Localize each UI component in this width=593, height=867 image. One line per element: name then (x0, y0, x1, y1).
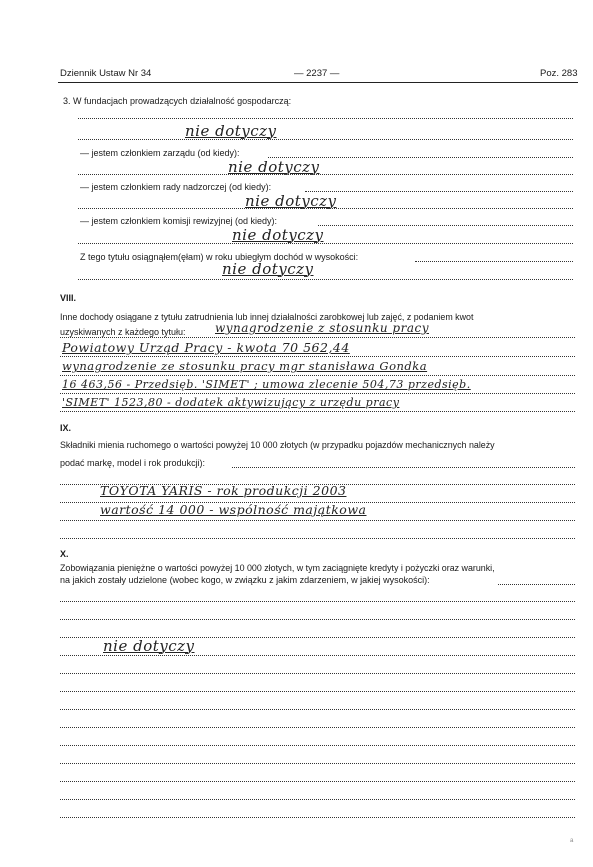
dotted-line (60, 799, 575, 800)
dotted-line (232, 467, 575, 468)
dotted-line (60, 411, 575, 412)
dotted-line (60, 655, 575, 656)
section10-heading: X. (60, 549, 69, 559)
section3-title: 3. W fundacjach prowadzących działalność gospodarczą: (63, 96, 292, 106)
dotted-line (415, 261, 573, 262)
section9-text-line2: podać markę, model i rok produkcji): (60, 458, 206, 468)
handwritten-answer: nie dotyczy (103, 637, 195, 655)
dotted-line (60, 763, 575, 764)
dotted-line (60, 709, 575, 710)
dotted-line (498, 584, 575, 585)
dotted-line (78, 243, 573, 244)
dotted-line (60, 337, 575, 338)
handwritten-answer: nie dotyczy (232, 226, 324, 244)
handwritten-answer: wartość 14 000 - wspólność majątkowa (100, 502, 367, 517)
section3-dochod-label: Z tego tytułu osiągnąłem(ęłam) w roku ubiegłym dochód w wysokości: (80, 252, 359, 262)
handwritten-answer: nie dotyczy (245, 192, 337, 210)
dotted-line (60, 745, 575, 746)
footer-mark: a (570, 838, 574, 844)
section10-text-line1: Zobowiązania pieniężne o wartości powyżej 10 000 złotych, w tym zaciągnięte kredyty i pożyczki oraz warunki, (60, 563, 495, 573)
handwritten-answer: 16 463,56 - Przedsięb. 'SIMET' ; umowa zlecenie 504,73 przedsięb. (62, 378, 471, 391)
header-rule (58, 82, 578, 83)
dotted-line (78, 208, 573, 209)
dotted-line (60, 356, 575, 357)
dotted-line (60, 817, 575, 818)
section3-rada-label: — jestem członkiem rady nadzorczej (od kiedy): (80, 182, 272, 192)
dotted-line (78, 139, 573, 140)
journal-name: Dziennik Ustaw Nr 34 (60, 68, 152, 79)
handwritten-answer: wynagrodzenie ze stosunku pracy mgr stanisława Gondka (62, 359, 428, 373)
dotted-line (60, 619, 575, 620)
handwritten-answer: 'SIMET' 1523,80 - dodatek aktywizujący z urzędu pracy (62, 396, 400, 409)
dotted-line (78, 174, 573, 175)
dotted-line (78, 279, 573, 280)
dotted-line (60, 601, 575, 602)
handwritten-answer: nie dotyczy (228, 158, 320, 176)
position-number: Poz. 283 (540, 68, 578, 79)
page-number: — 2237 — (294, 68, 340, 79)
dotted-line (60, 691, 575, 692)
section10-text-line2: na jakich zostały udzielone (wobec kogo, w związku z jakim zdarzeniem, w jakiej wysokości): (60, 575, 430, 585)
dotted-line (60, 781, 575, 782)
section8-text-line1: Inne dochody osiągane z tytułu zatrudnienia lub innej działalności zarobkowej lub zajęć, z podaniem kwot (60, 312, 474, 322)
section8-heading: VIII. (60, 293, 77, 303)
section9-text-line1: Składniki mienia ruchomego o wartości powyżej 10 000 złotych (w przypadku pojazdów mechanicznych należy (60, 440, 495, 450)
section8-text-line2: uzyskiwanych z każdego tytułu: (60, 327, 186, 337)
section3-komisja-label: — jestem członkiem komisji rewizyjnej (od kiedy): (80, 216, 278, 226)
dotted-line (60, 520, 575, 521)
handwritten-answer: nie dotyczy (222, 260, 314, 278)
dotted-line (305, 191, 573, 192)
dotted-line (60, 375, 575, 376)
handwritten-answer: TOYOTA YARIS - rok produkcji 2003 (100, 483, 347, 498)
dotted-line (60, 727, 575, 728)
dotted-line (60, 393, 575, 394)
dotted-line (318, 225, 573, 226)
dotted-line (60, 538, 575, 539)
section3-zarzad-label: — jestem członkiem zarządu (od kiedy): (80, 148, 240, 158)
dotted-line (60, 673, 575, 674)
handwritten-answer: Powiatowy Urząd Pracy - kwota 70 562,44 (62, 340, 350, 355)
dotted-line (78, 118, 573, 119)
section9-heading: IX. (60, 423, 72, 433)
handwritten-answer: nie dotyczy (185, 122, 277, 140)
handwritten-answer: wynagrodzenie z stosunku pracy (215, 321, 430, 335)
